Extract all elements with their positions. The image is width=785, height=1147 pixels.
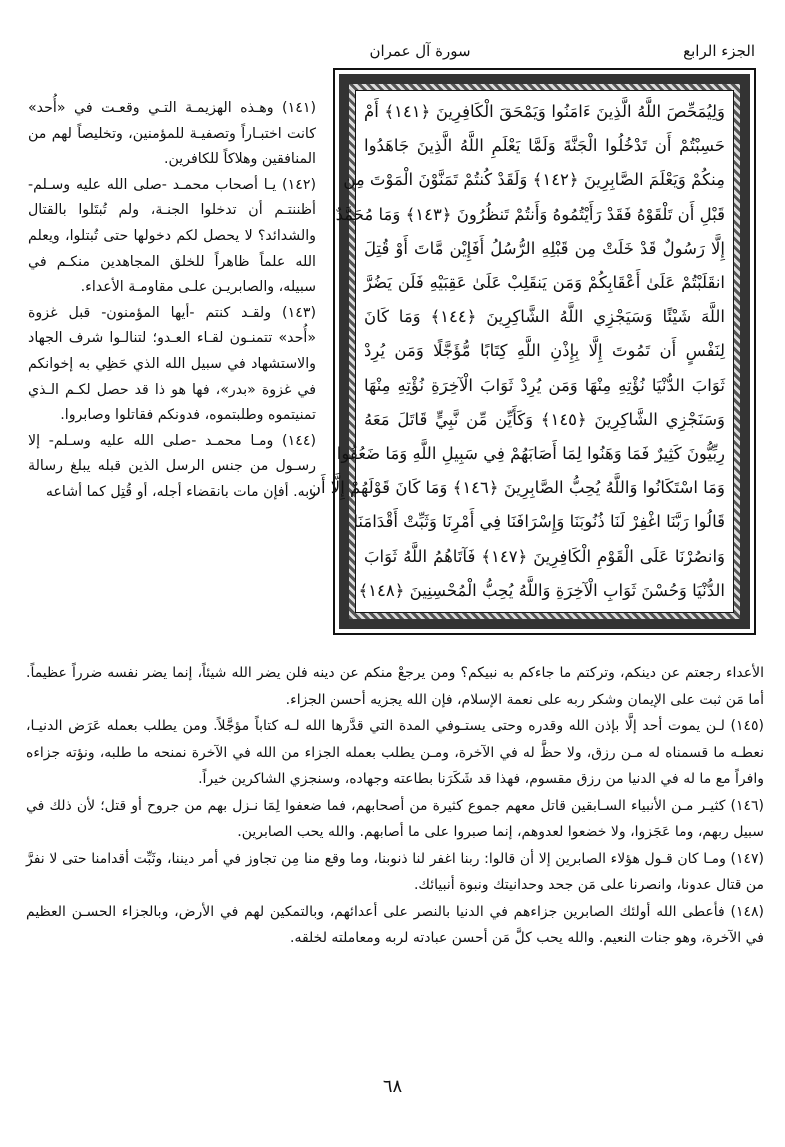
verse-line: رِبِّيُّونَ كَثِيرٌ فَمَا وَهَنُوا لِمَا أَصَابَهُمْ فِي سَبِيلِ اللَّهِ وَمَا ضَعُفُوا [336,444,725,464]
verse-line: اللَّهَ شَيْئًا وَسَيَجْزِي اللَّهُ الشَّاكِرِينَ ﴿١٤٤﴾ وَمَا كَانَ [364,307,725,327]
quran-frame [308,68,756,635]
verse-line: وَلِيُمَحِّصَ اللَّهُ الَّذِينَ ءَامَنُوا وَيَمْحَقَ الْكَافِرِينَ ﴿١٤١﴾ أَمْ [364,102,725,121]
verse-line: مِنكُمْ وَيَعْلَمَ الصَّابِرِينَ ﴿١٤٢﴾ وَلَقَدْ كُنتُمْ تَمَنَّوْنَ الْمَوْتَ مِن [343,170,725,190]
full-commentary [26,660,764,952]
commentary-paragraph: (١٤١) وهـذه الهزيمـة التـي وقعـت في «أُحد» كانت اختبـاراً وتصفيـة للمؤمنين، وتخليصاً لهم من المنافقين وهلاكاً للكافرين. [28,100,316,168]
surah-label: سورة آل عمران [369,42,471,60]
verse-line: وَمَا اسْتَكَانُوا وَاللَّهُ يُحِبُّ الصَّابِرِينَ ﴿١٤٦﴾ وَمَا كَانَ قَوْلَهُمْ إِلَّا أَن [308,478,725,498]
commentary-paragraph: (١٤٨) فأعطى الله أولئك الصابرين جزاءهم في الدنيا بالنصر على أعدائهم، وبالتمكين لهم في الأرض، وبالجزاء الحسـن العظيم في الآخرة، وهو جنات النعيم. والله يحب كلَّ مَن أحسن عبادته لربه ومعاملته لخلقه. [26,903,764,946]
commentary-paragraph: (١٤٣) ولقـد كنتم -أيها المؤمنون- قبل غزوة «أُحد» تتمنـون لقـاء العـدو؛ لتنالـوا شرف الجهاد والاستشهاد في سبيل الله الذي حَظِي به إخوانكم في غزوة «بدر»، فها هو ذا قد حصل لكـم الـذي تمنيتموه وطلبتموه، فدونكم فقاتلوا وصابروا. [28,304,316,424]
verse-line: إِلَّا رَسُولٌ قَدْ خَلَتْ مِن قَبْلِهِ الرُّسُلُ أَفَإِيْن مَّاتَ أَوْ قُتِلَ [364,238,725,258]
commentary-paragraph: (١٤٦) كثيـر مـن الأنبياء السـابقين قاتل معهم جموع كثيرة من أصحابهم، فما ضعفوا لِمَا نـزل بهم من جروح أو قتل؛ لأن ذلك في سبيل ربهم، وما عَجَزوا، ولا خضعوا لعدوهم، إنما صبروا على ما أصابهم. والله يحب الصابرين. [26,797,764,840]
side-commentary [28,96,316,506]
verse-line: وَسَنَجْزِي الشَّاكِرِينَ ﴿١٤٥﴾ وَكَأَيِّن مِّن نَّبِيٍّ قَاتَلَ مَعَهُ [364,409,725,429]
verse-line: وَانصُرْنَا عَلَى الْقَوْمِ الْكَافِرِينَ ﴿١٤٧﴾ فَآتَاهُمُ اللَّهُ ثَوَابَ [364,546,725,566]
juz-label: الجزء الرابع [683,42,755,60]
verse-line: انقَلَبْتُمْ عَلَىٰ أَعْقَابِكُمْ وَمَن يَنقَلِبْ عَلَىٰ عَقِبَيْهِ فَلَن يَضُرَّ [364,273,725,293]
verse-line: قَبْلِ أَن تَلْقَوْهُ فَقَدْ رَأَيْتُمُوهُ وَأَنتُمْ تَنظُرُونَ ﴿١٤٣﴾ وَمَا مُحَمَّدٌ [335,204,725,224]
commentary-paragraph: (١٤٧) ومـا كان قـول هؤلاء الصابرين إلا أن قالوا: ربنا اغفر لنا ذنوبنا، وما وقع منا مِن تجاوز في أمر ديننا، وثَبِّت أقدامنا حتى لا نفرَّ من قتال عدونا، وانصرنا على مَن جحد وحدانيتك ونبوة أنبيائك. [26,850,764,893]
verse-line: لِنَفْسٍ أَن تَمُوتَ إِلَّا بِإِذْنِ اللَّهِ كِتَابًا مُّؤَجَّلًا وَمَن يُرِدْ [364,341,725,361]
commentary-paragraph: الأعداء رجعتم عن دينكم، وتركتم ما جاءكم به نبيكم؟ ومن يرجعْ منكم عن دينه فلن يضر الله شيئاً، إنما يضر نفسه ضرراً عظيماً. أما مَن ثبت على الإيمان وشكر ربه على نعمة الإسلام، فإن الله يجزيه أحسن الجزاء. [26,665,764,708]
page-number: ٦٨ [382,1076,403,1097]
commentary-paragraph: (١٤٥) لـن يموت أحد إلَّا بإذن الله وقدره وحتى يستـوفي المدة التي قدَّرها الله لـه كتاباً مؤجَّلاً. ومن يطلب بعمله عَرَض الدنيـا، نعطـه ما قسمناه له مـن رزق، ولا حظَّ له في الآخرة، ومـن يطلب بعمله الجزاء من الله في الآخرة نمنحه ما طلبه، ونؤته جزاءه وافراً مع ما له في الدنيا من رزق مقسوم، فهذا قد شَكَرَنا بطاعته وجهاده، وسنجزي الشاكرين خيراً. [26,718,764,787]
verse-line: الدُّنْيَا وَحُسْنَ ثَوَابِ الْآخِرَةِ وَاللَّهُ يُحِبُّ الْمُحْسِنِينَ ﴿١٤٨﴾ [358,580,725,600]
verse-line: ثَوَابَ الدُّنْيَا نُؤْتِهِ مِنْهَا وَمَن يُرِدْ ثَوَابَ الْآخِرَةِ نُؤْتِهِ مِنْهَا [364,375,725,395]
verse-lines [308,97,725,606]
quran-text-area [308,90,734,613]
commentary-paragraph: (١٤٢) يـا أصحاب محمـد -صلى الله عليه وسـلم- أظننتـم أن تدخلوا الجنـة، ولم تُبتَلوا بالقتال والشدائد؟ لا يحصل لكم دخولها حتى تُبتلوا، ويعلم الله علماً ظاهراً للخلق المجاهدين منكـم في سبيله، والصابريـن علـى مقاومـة الأعداء. [28,176,316,296]
verse-line: قَالُوا رَبَّنَا اغْفِرْ لَنَا ذُنُوبَنَا وَإِسْرَافَنَا فِي أَمْرِنَا وَثَبِّتْ أَقْدَامَنَا [353,512,725,532]
verse-line: حَسِبْتُمْ أَن تَدْخُلُوا الْجَنَّةَ وَلَمَّا يَعْلَمِ اللَّهُ الَّذِينَ جَاهَدُوا [364,136,725,156]
commentary-paragraph: (١٤٤) ومـا محمـد -صلى الله عليه وسـلم- إلا رسـول من جنس الرسل الذين قبله يبلغ رسالة ربه. أفإن مات بانقضاء أجله، أو قُتِل كما أشاعه [28,432,316,500]
